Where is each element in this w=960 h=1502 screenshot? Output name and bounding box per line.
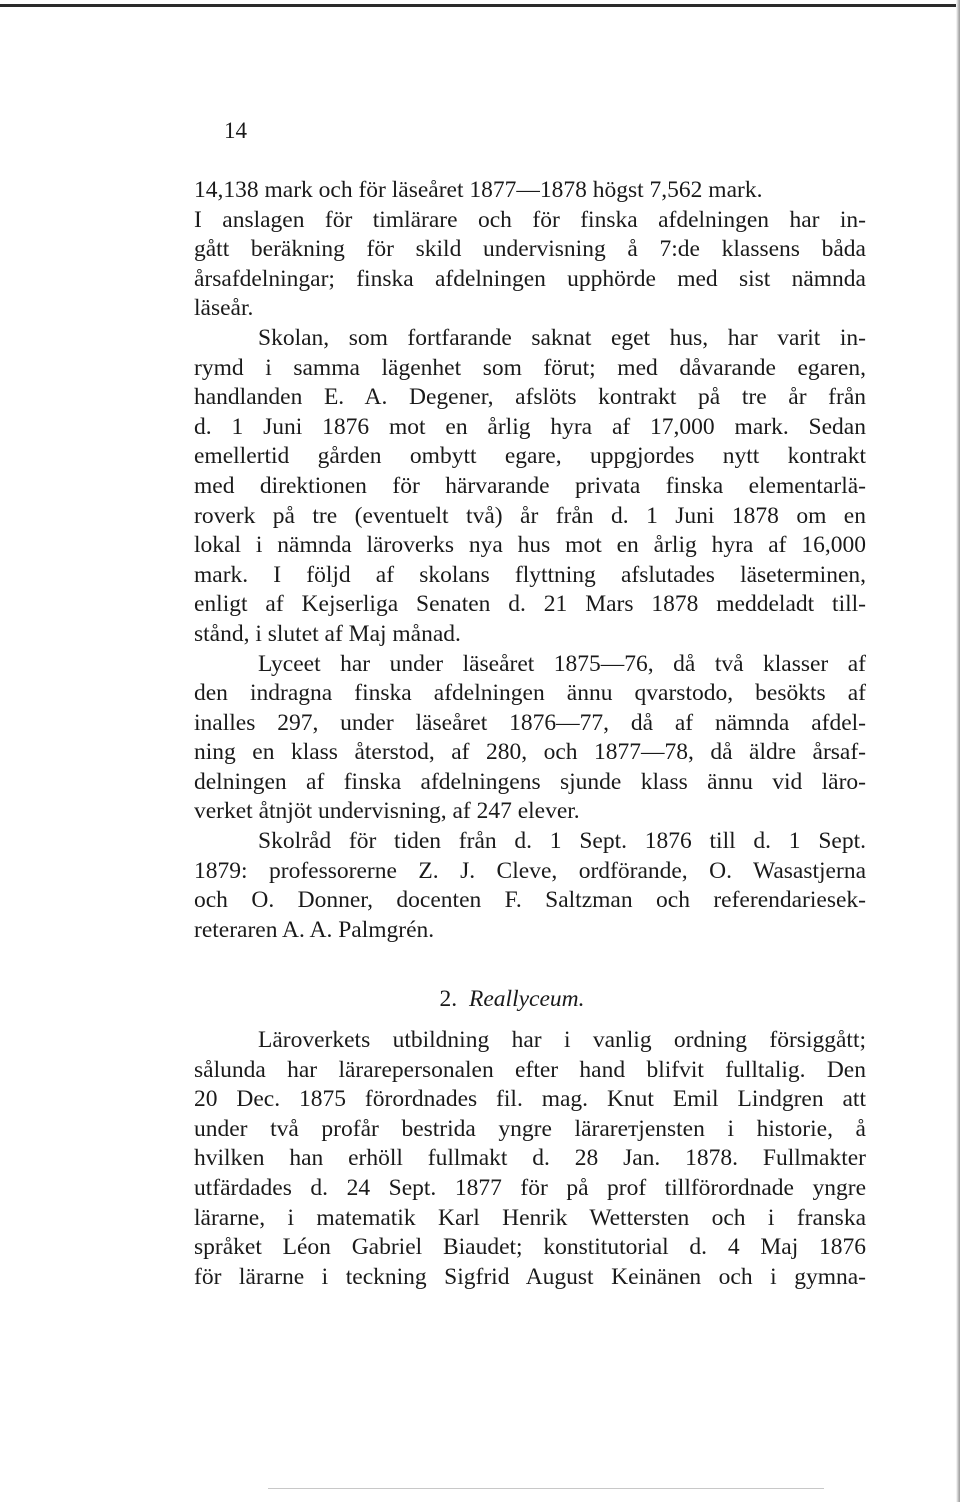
text-line: Skolråd för tiden från d. 1 Sept. 1876 till d. 1 Sept.: [258, 828, 866, 855]
text-line: lokal i nämnda läroverks nya hus mot en årlig hyra af 16,000: [194, 532, 866, 559]
text-line: reteraren A. A. Palmgrén.: [194, 916, 435, 943]
text-line: inalles 297, under läseåret 1876—77, då af nämnda afdel-: [194, 709, 866, 736]
text-line: lärarne, i matematik Karl Henrik Wettersten och i franska: [194, 1204, 866, 1231]
text-line: under två profår bestrida yngre lärarетjensten i historie, å: [194, 1115, 866, 1142]
text-block-2: [194, 1026, 866, 1292]
text-line: och O. Donner, docenten F. Saltzman och referendariesek-: [194, 887, 866, 914]
text-line: läseår.: [194, 295, 254, 322]
text-line: Läroverkets utbildning har i vanlig ordning försiggått;: [258, 1027, 866, 1053]
section-title: Reallyceum.: [469, 986, 585, 1012]
page-number: 14: [224, 118, 247, 143]
page-edge-shadow: [956, 0, 960, 1502]
text-line: delningen af finska afdelningens sjunde klass ännu vid läro-: [194, 768, 866, 795]
text-line: emellertid gården ombytt egare, uppgjordes nytt kontrakt: [194, 443, 866, 470]
text-line: årsafdelningar; finska afdelningen upphörde med sist nämnda: [194, 265, 866, 292]
text-line: verket åtnjöt undervisning, af 247 elever.: [194, 798, 580, 825]
text-line: 20 Dec. 1875 förordnades fil. mag. Knut Emil Lindgren att: [194, 1086, 866, 1113]
section-heading: [0, 986, 960, 1013]
text-line: för lärarne i teckning Sigfrid August Keinänen och i gymna-: [194, 1263, 866, 1290]
text-line: roverk på tre (eventuelt två) år från d. 1 Juni 1878 om en: [194, 502, 866, 529]
text-line: sålunda har lärarepersonalen efter hand blifvit fulltalig. Den: [194, 1056, 866, 1083]
text-line: språket Léon Gabriel Biaudet; konstitutorial d. 4 Maj 1876: [194, 1234, 866, 1261]
text-line: hvilken han erhöll fullmakt d. 28 Jan. 1878. Fullmakter: [194, 1145, 866, 1172]
text-line: enligt af Kejserliga Senaten d. 21 Mars 1878 meddeladt till-: [194, 591, 866, 618]
text-line: 14,138 mark och för läseåret 1877—1878 högst 7,562 mark.: [194, 177, 763, 203]
text-line: den indragna finska afdelningen ännu qvarstodo, besökts af: [194, 680, 866, 707]
top-border-rule: [0, 4, 960, 7]
text-line: mark. I följd af skolans flyttning afslutades läseterminen,: [194, 561, 866, 588]
text-line: med direktionen för härvarande privata finska elementarlä-: [194, 472, 866, 499]
text-block-1: [194, 176, 866, 945]
text-line: I anslagen för timlärare och för finska afdelningen har in-: [194, 206, 866, 233]
text-line: rymd i samma lägenhet som förut; med dåvarande egaren,: [194, 354, 866, 381]
section-number: 2.: [439, 986, 458, 1012]
text-line: d. 1 Juni 1876 mot en årlig hyra af 17,000 mark. Sedan: [194, 413, 866, 440]
text-line: handlanden E. A. Degener, afslöts kontrakt på tre år från: [194, 384, 866, 411]
text-line: Skolan, som fortfarande saknat eget hus, har varit in-: [258, 324, 866, 351]
text-line: utfärdades d. 24 Sept. 1877 för på prof tillförordnade yngre: [194, 1174, 866, 1201]
text-line: gått beräkning för skild undervisning å 7:de klassens båda: [194, 236, 866, 263]
text-line: ning en klass återstod, af 280, och 1877—78, då äldre årsaf-: [194, 739, 866, 766]
text-line: Lyceet har under läseåret 1875—76, då två klasser af: [258, 650, 866, 677]
text-line: stånd, i slutet af Maj månad.: [194, 620, 461, 647]
bottom-scan-line: [268, 1488, 824, 1489]
text-line: 1879: professorerne Z. J. Cleve, ordförande, O. Wasastjerna: [194, 857, 866, 884]
